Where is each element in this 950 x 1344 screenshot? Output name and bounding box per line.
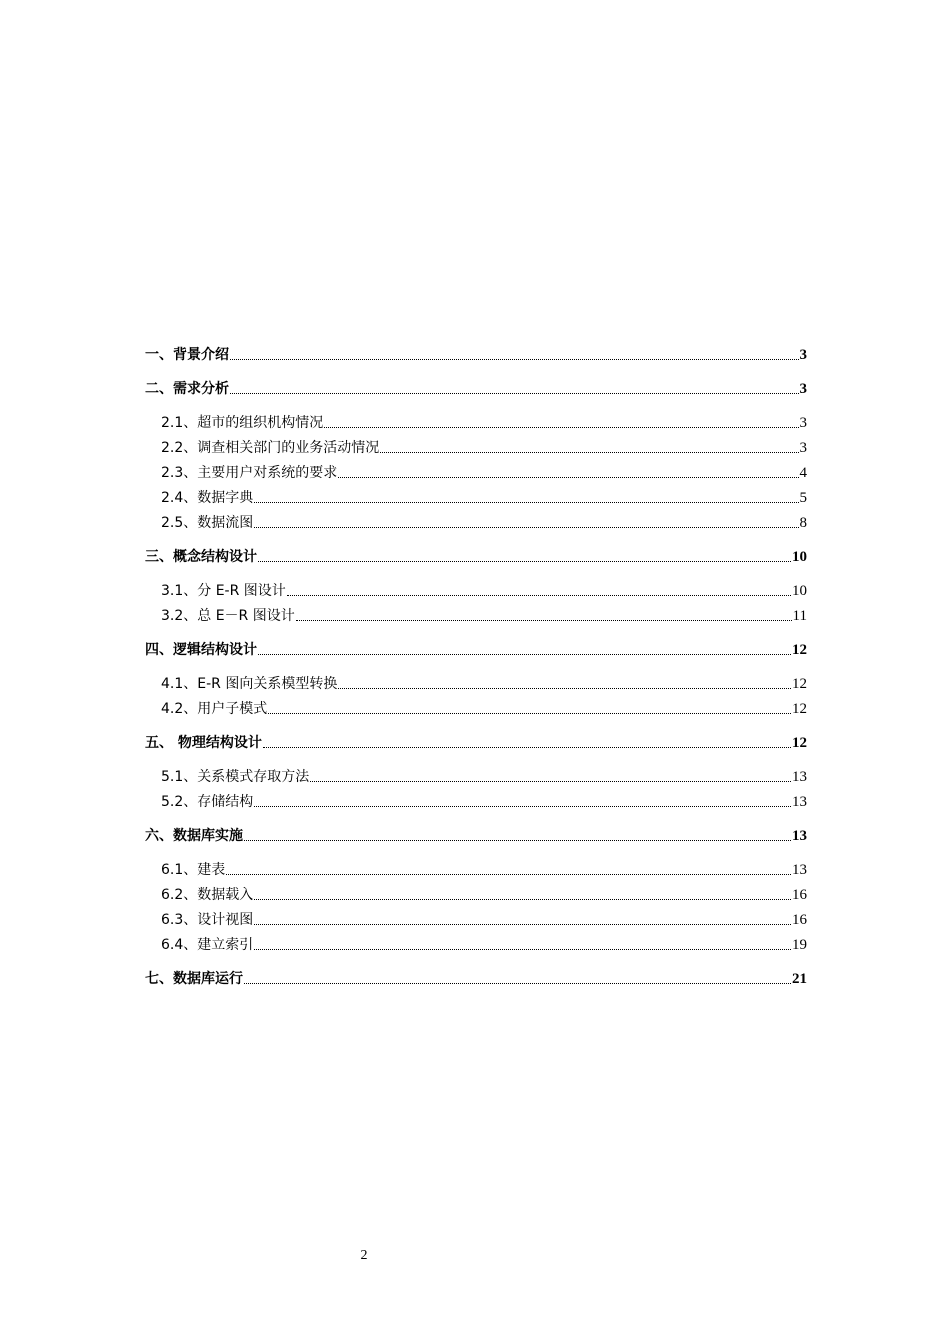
- page-number: 2: [360, 1248, 368, 1263]
- dot-leader: [338, 476, 798, 478]
- dot-leader: [254, 923, 791, 925]
- toc-entry-requirements[interactable]: [145, 374, 807, 398]
- toc-entry-2-3[interactable]: [161, 458, 807, 482]
- dot-leader: [380, 451, 798, 453]
- toc-entry-page: 10: [792, 549, 807, 565]
- toc-entry-page: 8: [799, 515, 807, 531]
- toc-entry-label: 4.2、用户子模式: [161, 701, 268, 717]
- dot-leader: [254, 526, 798, 528]
- dot-leader: [230, 392, 799, 394]
- toc-entry-5-1[interactable]: [161, 762, 807, 786]
- toc-entry-3-1[interactable]: [161, 576, 807, 600]
- toc-entry-label: 4.1、E-R 图向关系模型转换: [161, 676, 338, 692]
- dot-leader: [338, 687, 791, 689]
- toc-entry-label: 2.3、主要用户对系统的要求: [161, 465, 338, 481]
- toc-entry-page: 13: [792, 862, 807, 878]
- toc-entry-label: 2.5、数据流图: [161, 515, 254, 531]
- dot-leader: [310, 780, 791, 782]
- toc-entry-page: 3: [799, 440, 807, 456]
- toc-entry-implementation[interactable]: [145, 821, 807, 845]
- toc-entry-page: 3: [799, 347, 807, 363]
- toc-entry-2-1[interactable]: [161, 408, 807, 432]
- toc-entry-6-3[interactable]: [161, 905, 807, 929]
- toc-entry-label: 6.1、建表: [161, 862, 226, 878]
- toc-entry-page: 13: [792, 769, 807, 785]
- toc-entry-logical-design[interactable]: [145, 635, 807, 659]
- toc-entry-page: 3: [799, 415, 807, 431]
- toc-entry-label: 6.3、设计视图: [161, 912, 254, 928]
- toc-entry-label: 三、概念结构设计: [145, 549, 257, 565]
- dot-leader: [230, 358, 799, 360]
- dot-leader: [324, 426, 798, 428]
- toc-entry-page: 3: [799, 381, 807, 397]
- dot-leader: [268, 712, 791, 714]
- toc-entry-page: 4: [799, 465, 807, 481]
- toc-entry-4-2[interactable]: [161, 694, 807, 718]
- toc-entry-label: 六、数据库实施: [145, 828, 243, 844]
- toc-entry-page: 12: [792, 735, 807, 751]
- dot-leader: [287, 594, 791, 596]
- toc-entry-page: 13: [792, 828, 807, 844]
- toc-entry-physical-design[interactable]: [145, 728, 807, 752]
- toc-entry-6-1[interactable]: [161, 855, 807, 879]
- dot-leader: [254, 898, 791, 900]
- toc-entry-page: 12: [792, 676, 807, 692]
- toc-entry-page: 21: [792, 971, 807, 987]
- toc-entry-label: 5.1、关系模式存取方法: [161, 769, 310, 785]
- toc-entry-page: 11: [792, 608, 807, 624]
- toc-entry-page: 16: [792, 887, 807, 903]
- toc-entry-2-5[interactable]: [161, 508, 807, 532]
- toc-entry-page: 12: [792, 701, 807, 717]
- toc-entry-5-2[interactable]: [161, 787, 807, 811]
- toc-entry-label: 5.2、存储结构: [161, 794, 254, 810]
- toc-entry-page: 13: [792, 794, 807, 810]
- toc-entry-label: 3.1、分 E-R 图设计: [161, 583, 286, 599]
- toc-entry-label: 2.1、超市的组织机构情况: [161, 415, 324, 431]
- dot-leader: [254, 805, 791, 807]
- dot-leader: [263, 746, 791, 748]
- toc-entry-page: 5: [799, 490, 807, 506]
- toc-entry-page: 12: [792, 642, 807, 658]
- toc-entry-label: 2.4、数据字典: [161, 490, 254, 506]
- toc-entry-page: 10: [792, 583, 807, 599]
- dot-leader: [244, 982, 791, 984]
- toc-entry-2-4[interactable]: [161, 483, 807, 507]
- dot-leader: [254, 948, 791, 950]
- toc-entry-6-2[interactable]: [161, 880, 807, 904]
- toc-entry-label: 五、 物理结构设计: [145, 735, 262, 751]
- toc-entry-label: 一、背景介绍: [145, 347, 229, 363]
- toc-entry-label: 6.2、数据载入: [161, 887, 254, 903]
- dot-leader: [254, 501, 798, 503]
- toc-entry-conceptual-design[interactable]: [145, 542, 807, 566]
- toc-entry-6-4[interactable]: [161, 930, 807, 954]
- toc-entry-label: 二、需求分析: [145, 381, 229, 397]
- toc-entry-background[interactable]: [145, 340, 807, 364]
- toc-entry-label: 四、逻辑结构设计: [145, 642, 257, 658]
- toc-entry-page: 16: [792, 912, 807, 928]
- toc-entry-3-2[interactable]: [161, 601, 807, 625]
- toc-entry-4-1[interactable]: [161, 669, 807, 693]
- dot-leader: [244, 839, 791, 841]
- toc-entry-2-2[interactable]: [161, 433, 807, 457]
- toc-entry-label: 七、数据库运行: [145, 971, 243, 987]
- toc-entry-operation[interactable]: [145, 964, 807, 988]
- toc-entry-label: 3.2、总 E－R 图设计: [161, 608, 295, 624]
- toc-entry-label: 6.4、建立索引: [161, 937, 254, 953]
- toc-entry-page: 19: [792, 937, 807, 953]
- dot-leader: [296, 619, 792, 621]
- toc-entry-label: 2.2、调查相关部门的业务活动情况: [161, 440, 380, 456]
- dot-leader: [258, 560, 791, 562]
- dot-leader: [226, 873, 791, 875]
- dot-leader: [258, 653, 791, 655]
